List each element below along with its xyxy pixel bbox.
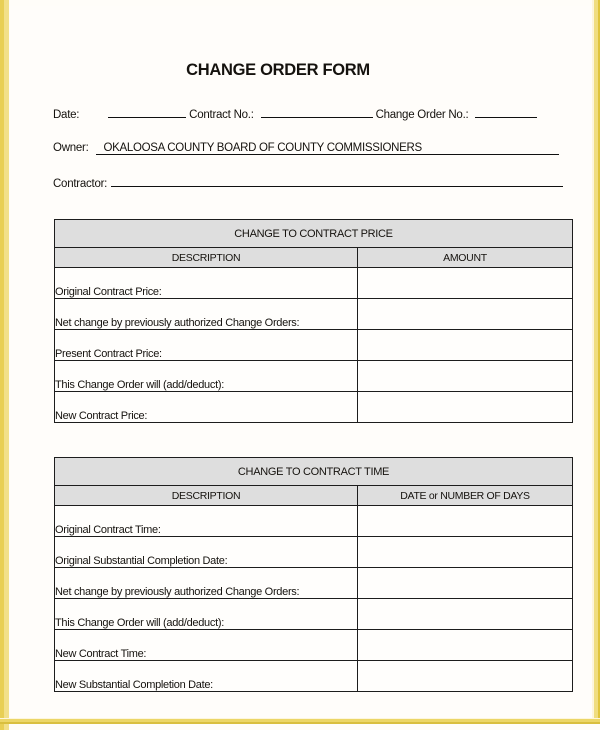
row-label: Original Substantial Completion Date: xyxy=(55,537,358,568)
date-label: Date: xyxy=(53,109,80,121)
row-label: Original Contract Price: xyxy=(55,268,358,299)
table-row xyxy=(55,568,573,599)
column-header-description: DESCRIPTION xyxy=(55,248,358,268)
change-order-no-input[interactable] xyxy=(475,106,537,118)
row-value-input[interactable] xyxy=(358,506,573,537)
table-row xyxy=(55,299,573,330)
table-header-row xyxy=(55,486,573,506)
row-value-input[interactable] xyxy=(358,299,573,330)
table-row xyxy=(55,537,573,568)
column-header-description: DESCRIPTION xyxy=(55,486,358,506)
row-value-input[interactable] xyxy=(358,661,573,692)
table-row xyxy=(55,599,573,630)
table-row xyxy=(55,661,573,692)
row-value-input[interactable] xyxy=(358,268,573,299)
table-row xyxy=(55,361,573,392)
table-title-row xyxy=(55,220,573,248)
row-value-input[interactable] xyxy=(358,361,573,392)
row-value-input[interactable] xyxy=(358,599,573,630)
column-header-date-or-days: DATE or NUMBER OF DAYS xyxy=(358,486,573,506)
table-row xyxy=(55,268,573,299)
table-row xyxy=(55,330,573,361)
page-title: CHANGE ORDER FORM xyxy=(186,61,370,79)
field-row-contractor xyxy=(53,174,592,194)
contractor-input[interactable] xyxy=(111,174,563,187)
change-order-document xyxy=(9,6,592,718)
table-header-row xyxy=(55,248,573,268)
row-label: New Substantial Completion Date: xyxy=(55,661,358,692)
change-to-contract-time-table xyxy=(54,457,573,692)
table-row xyxy=(55,506,573,537)
owner-label: Owner: xyxy=(53,142,89,154)
row-label: Net change by previously authorized Change Orders: xyxy=(55,568,358,599)
row-label: This Change Order will (add/deduct): xyxy=(55,361,358,392)
table-title-row xyxy=(55,458,573,486)
table-title: CHANGE TO CONTRACT PRICE xyxy=(55,220,573,248)
row-label: This Change Order will (add/deduct): xyxy=(55,599,358,630)
contract-no-label: Contract No.: xyxy=(189,109,254,121)
row-value-input[interactable] xyxy=(358,330,573,361)
contractor-label: Contractor: xyxy=(53,178,108,190)
row-label: New Contract Price: xyxy=(55,392,358,423)
row-label: New Contract Time: xyxy=(55,630,358,661)
row-value-input[interactable] xyxy=(358,537,573,568)
column-header-amount: AMOUNT xyxy=(358,248,573,268)
field-row-identifiers xyxy=(53,106,592,126)
row-value-input[interactable] xyxy=(358,630,573,661)
document-sheet xyxy=(9,6,592,718)
table-row xyxy=(55,630,573,661)
contract-no-input[interactable] xyxy=(261,106,373,118)
owner-input[interactable]: OKALOOSA COUNTY BOARD OF COUNTY COMMISSIONERS xyxy=(96,142,559,155)
change-to-contract-price-table xyxy=(54,219,573,423)
table-title: CHANGE TO CONTRACT TIME xyxy=(55,458,573,486)
row-value-input[interactable] xyxy=(358,568,573,599)
field-row-owner xyxy=(53,142,592,162)
row-label: Present Contract Price: xyxy=(55,330,358,361)
date-input[interactable] xyxy=(108,106,186,118)
row-label: Original Contract Time: xyxy=(55,506,358,537)
table-row xyxy=(55,392,573,423)
row-label: Net change by previously authorized Change Orders: xyxy=(55,299,358,330)
change-order-no-label: Change Order No.: xyxy=(375,109,469,121)
row-value-input[interactable] xyxy=(358,392,573,423)
